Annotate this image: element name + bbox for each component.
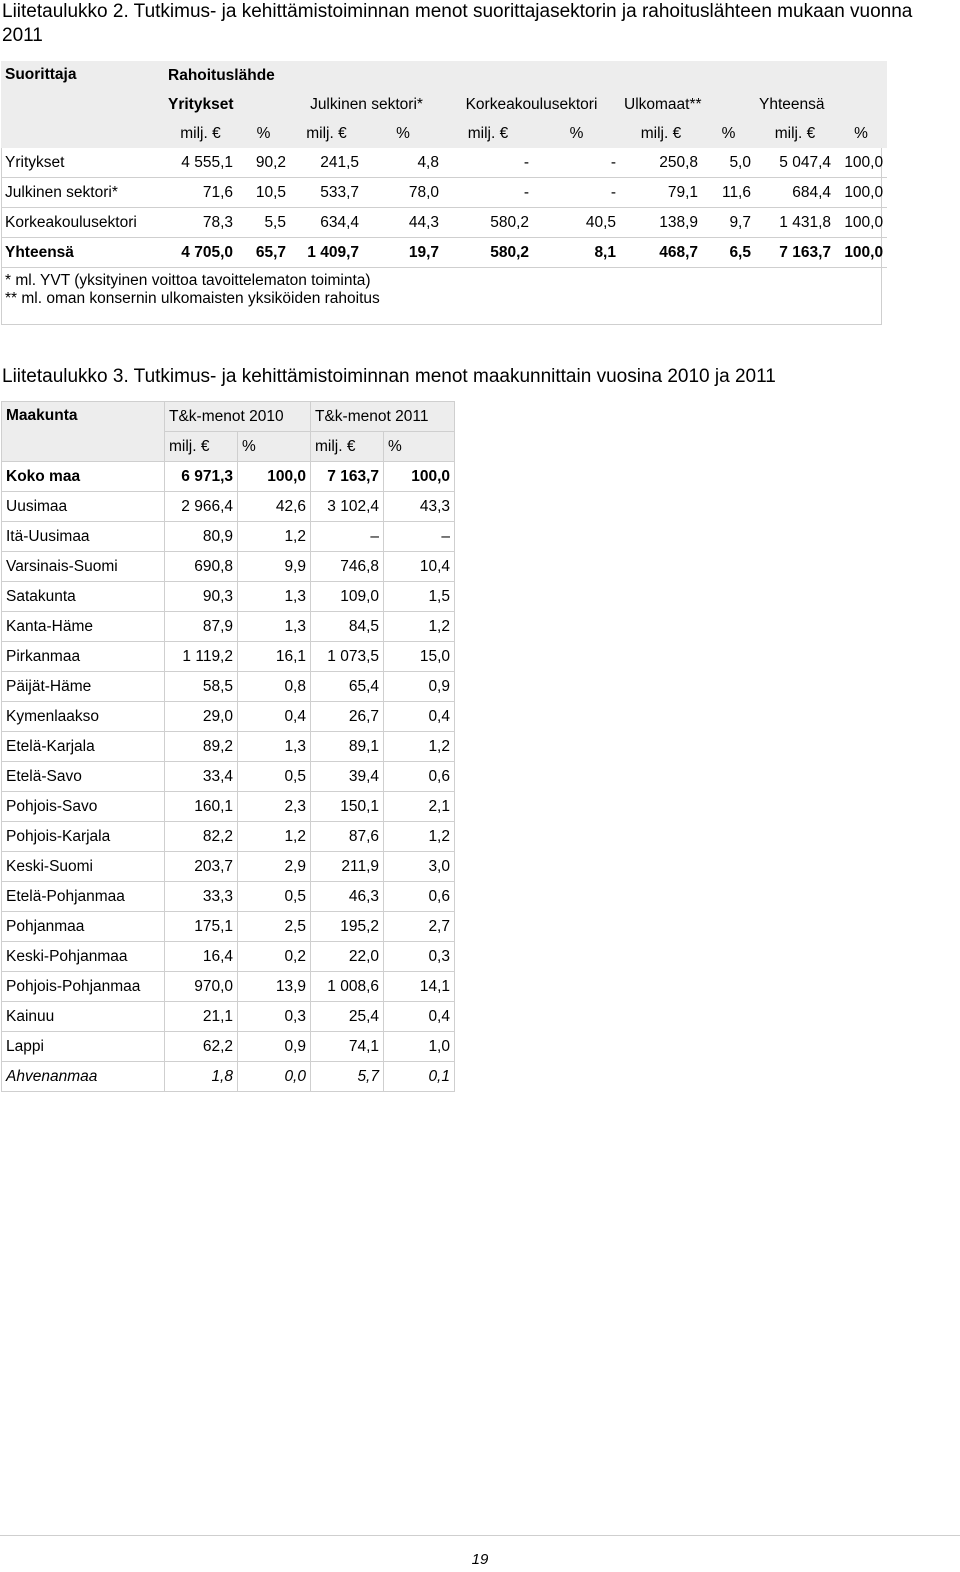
table2 (1, 61, 887, 308)
table-row (1, 208, 887, 238)
table-cell: 7 163,7 (311, 462, 384, 492)
row-label: Yhteensä (1, 238, 164, 268)
table3-title: Liitetaulukko 3. Tutkimus- ja kehittämistoiminnan menot maakunnittain vuosina 2010 ja 2011 (2, 366, 776, 387)
table-row (1, 148, 887, 178)
table-cell: 65,7 (237, 238, 290, 268)
table-cell: 1,3 (238, 582, 311, 612)
table-cell: 90,2 (237, 148, 290, 178)
table-cell: 250,8 (620, 148, 702, 178)
table-cell: 0,0 (238, 1062, 311, 1092)
unit-pct: % (237, 119, 290, 148)
table-cell: 0,3 (384, 942, 455, 972)
row-label: Kainuu (2, 1002, 165, 1032)
row-label: Kanta-Häme (2, 612, 165, 642)
row-label: Uusimaa (2, 492, 165, 522)
unit-pct: % (238, 432, 311, 462)
unit-meur: milj. € (290, 119, 363, 148)
unit-meur: milj. € (443, 119, 533, 148)
table-cell: 5,7 (311, 1062, 384, 1092)
table-cell: 46,3 (311, 882, 384, 912)
table-cell: 100,0 (835, 148, 887, 178)
table-cell: 87,9 (165, 612, 238, 642)
row-label: Ahvenanmaa (2, 1062, 165, 1092)
table-cell: – (384, 522, 455, 552)
table-cell: 1,0 (384, 1032, 455, 1062)
table-cell: 14,1 (384, 972, 455, 1002)
table-cell: 1,2 (238, 522, 311, 552)
table-cell: 1,2 (384, 612, 455, 642)
table-cell: 0,5 (238, 882, 311, 912)
row-label: Pohjois-Pohjanmaa (2, 972, 165, 1002)
table-cell: 1,3 (238, 612, 311, 642)
year-2011-header: T&k-menot 2011 (311, 402, 455, 432)
table-cell: 87,6 (311, 822, 384, 852)
table-row (2, 912, 455, 942)
unit-meur: milj. € (164, 119, 237, 148)
table-cell: 690,8 (165, 552, 238, 582)
table-cell: 2,3 (238, 792, 311, 822)
table-cell: 78,3 (164, 208, 237, 238)
table-row (2, 1002, 455, 1032)
table-cell: 0,9 (238, 1032, 311, 1062)
group-header-abroad: Ulkomaat** (620, 90, 755, 119)
table-cell: 1 008,6 (311, 972, 384, 1002)
table-cell: 10,4 (384, 552, 455, 582)
table-row (2, 1032, 455, 1062)
table-row (2, 582, 455, 612)
table-row (2, 852, 455, 882)
table-cell: 3,0 (384, 852, 455, 882)
table-cell: 1 073,5 (311, 642, 384, 672)
table-cell: 0,4 (384, 702, 455, 732)
table-cell: 22,0 (311, 942, 384, 972)
table-cell: 2,9 (238, 852, 311, 882)
table-cell: 4,8 (363, 148, 443, 178)
group-header-public-sector: Julkinen sektori* (290, 90, 443, 119)
row-label: Kymenlaakso (2, 702, 165, 732)
table-row (2, 672, 455, 702)
row-label: Yritykset (1, 148, 164, 178)
table-cell: 195,2 (311, 912, 384, 942)
table-cell: 241,5 (290, 148, 363, 178)
table-cell: 150,1 (311, 792, 384, 822)
table-cell: 1,2 (238, 822, 311, 852)
table-row (2, 492, 455, 522)
table-cell: 468,7 (620, 238, 702, 268)
table-cell: 4 705,0 (164, 238, 237, 268)
table-cell: 1,8 (165, 1062, 238, 1092)
unit-pct: % (835, 119, 887, 148)
table-row (2, 1062, 455, 1092)
table-cell: 89,1 (311, 732, 384, 762)
row-label: Pohjois-Karjala (2, 822, 165, 852)
table-cell: 9,7 (702, 208, 755, 238)
table-cell: 580,2 (443, 208, 533, 238)
table-cell: 11,6 (702, 178, 755, 208)
group-header-companies: Yritykset (164, 90, 290, 119)
table-cell: 746,8 (311, 552, 384, 582)
unit-pct: % (363, 119, 443, 148)
table-cell: 109,0 (311, 582, 384, 612)
footer-rule (0, 1535, 960, 1536)
table-cell: 10,5 (237, 178, 290, 208)
table-cell: 100,0 (835, 178, 887, 208)
unit-meur: milj. € (165, 432, 238, 462)
table2-title: Liitetaulukko 2. Tutkimus- ja kehittämistoiminnan menot suorittajasektorin ja rahoituslähteen mukaan vuonna 2011 (2, 1, 913, 46)
row-label: Varsinais-Suomi (2, 552, 165, 582)
table-cell: 1 409,7 (290, 238, 363, 268)
row-label: Keski-Pohjanmaa (2, 942, 165, 972)
table-cell: - (443, 178, 533, 208)
table-cell: 0,5 (238, 762, 311, 792)
table-row (2, 732, 455, 762)
table-cell: - (443, 148, 533, 178)
table-cell: 2,5 (238, 912, 311, 942)
table-cell: 82,2 (165, 822, 238, 852)
row-label: Etelä-Pohjanmaa (2, 882, 165, 912)
table-cell: 62,2 (165, 1032, 238, 1062)
table-cell: 0,1 (384, 1062, 455, 1092)
unit-pct: % (533, 119, 620, 148)
table-cell: 71,6 (164, 178, 237, 208)
table-cell: 78,0 (363, 178, 443, 208)
table-cell: 211,9 (311, 852, 384, 882)
table-row (2, 792, 455, 822)
table-cell: 533,7 (290, 178, 363, 208)
table2-footnote: * ml. YVT (yksityinen voittoa tavoittelematon toiminta) (5, 272, 371, 289)
table-cell: 0,3 (238, 1002, 311, 1032)
table-cell: - (533, 148, 620, 178)
table-cell: 44,3 (363, 208, 443, 238)
table-cell: 2,7 (384, 912, 455, 942)
row-label: Pirkanmaa (2, 642, 165, 672)
unit-meur: milj. € (311, 432, 384, 462)
table-cell: 8,1 (533, 238, 620, 268)
unit-meur: milj. € (620, 119, 702, 148)
row-label: Itä-Uusimaa (2, 522, 165, 552)
row-label: Päijät-Häme (2, 672, 165, 702)
table-cell: 5,5 (237, 208, 290, 238)
table-cell: 0,4 (238, 702, 311, 732)
table-cell: 90,3 (165, 582, 238, 612)
table-cell: 65,4 (311, 672, 384, 702)
table-cell: 6,5 (702, 238, 755, 268)
table-cell: 2 966,4 (165, 492, 238, 522)
table-cell: 160,1 (165, 792, 238, 822)
unit-pct: % (702, 119, 755, 148)
unit-meur: milj. € (755, 119, 835, 148)
table-cell: 0,2 (238, 942, 311, 972)
table-row (1, 238, 887, 268)
table-row (2, 552, 455, 582)
table-cell: 100,0 (835, 238, 887, 268)
table-cell: 1 119,2 (165, 642, 238, 672)
row-label: Etelä-Savo (2, 762, 165, 792)
table-row (1, 178, 887, 208)
table-cell: 7 163,7 (755, 238, 835, 268)
table-cell: 3 102,4 (311, 492, 384, 522)
table-row (2, 972, 455, 1002)
table-cell: 0,6 (384, 882, 455, 912)
funding-source-header: Rahoituslähde (164, 61, 887, 90)
row-label: Keski-Suomi (2, 852, 165, 882)
row-label: Pohjois-Savo (2, 792, 165, 822)
table-cell: 43,3 (384, 492, 455, 522)
row-label: Pohjanmaa (2, 912, 165, 942)
table-cell: 74,1 (311, 1032, 384, 1062)
performer-header: Suorittaja (1, 61, 164, 148)
table-cell: 39,4 (311, 762, 384, 792)
table-cell: 16,4 (165, 942, 238, 972)
table-cell: 21,1 (165, 1002, 238, 1032)
table-row (2, 522, 455, 552)
row-label: Koko maa (2, 462, 165, 492)
table-row (2, 642, 455, 672)
table-cell: 5 047,4 (755, 148, 835, 178)
table-cell: 100,0 (238, 462, 311, 492)
table-cell: 100,0 (384, 462, 455, 492)
table-cell: 1 431,8 (755, 208, 835, 238)
table-cell: 1,3 (238, 732, 311, 762)
table-cell: 89,2 (165, 732, 238, 762)
table-cell: 1,2 (384, 822, 455, 852)
table-row (2, 462, 455, 492)
table-cell: - (533, 178, 620, 208)
table-cell: 79,1 (620, 178, 702, 208)
table-row (2, 822, 455, 852)
table-cell: 33,4 (165, 762, 238, 792)
group-header-higher-education: Korkeakoulusektori (443, 90, 620, 119)
table-cell: 0,8 (238, 672, 311, 702)
table-cell: 40,5 (533, 208, 620, 238)
table-cell: 42,6 (238, 492, 311, 522)
table-cell: 9,9 (238, 552, 311, 582)
table-row (2, 762, 455, 792)
table3 (1, 401, 455, 1092)
table-row (2, 612, 455, 642)
table-cell: – (311, 522, 384, 552)
table-cell: 100,0 (835, 208, 887, 238)
table-row (2, 882, 455, 912)
table-cell: 684,4 (755, 178, 835, 208)
table-cell: 19,7 (363, 238, 443, 268)
table-row (2, 942, 455, 972)
row-label: Etelä-Karjala (2, 732, 165, 762)
table-cell: 15,0 (384, 642, 455, 672)
table-cell: 580,2 (443, 238, 533, 268)
table-cell: 1,2 (384, 732, 455, 762)
table-cell: 0,4 (384, 1002, 455, 1032)
table-cell: 25,4 (311, 1002, 384, 1032)
table-cell: 29,0 (165, 702, 238, 732)
table-cell: 58,5 (165, 672, 238, 702)
table-cell: 203,7 (165, 852, 238, 882)
row-label: Korkeakoulusektori (1, 208, 164, 238)
table-cell: 4 555,1 (164, 148, 237, 178)
table-cell: 138,9 (620, 208, 702, 238)
table-cell: 26,7 (311, 702, 384, 732)
table-cell: 6 971,3 (165, 462, 238, 492)
table-cell: 80,9 (165, 522, 238, 552)
row-label: Lappi (2, 1032, 165, 1062)
table-cell: 16,1 (238, 642, 311, 672)
table-cell: 0,9 (384, 672, 455, 702)
table-cell: 634,4 (290, 208, 363, 238)
table-cell: 0,6 (384, 762, 455, 792)
row-label: Satakunta (2, 582, 165, 612)
year-2010-header: T&k-menot 2010 (165, 402, 311, 432)
table-cell: 33,3 (165, 882, 238, 912)
table-cell: 175,1 (165, 912, 238, 942)
table-cell: 13,9 (238, 972, 311, 1002)
unit-pct: % (384, 432, 455, 462)
table-cell: 970,0 (165, 972, 238, 1002)
region-header: Maakunta (2, 402, 165, 462)
table-row (2, 702, 455, 732)
table-cell: 5,0 (702, 148, 755, 178)
table2-footnote: ** ml. oman konsernin ulkomaisten yksiköiden rahoitus (5, 290, 380, 307)
group-header-total: Yhteensä (755, 90, 887, 119)
row-label: Julkinen sektori* (1, 178, 164, 208)
page-number: 19 (471, 1551, 489, 1568)
table-cell: 2,1 (384, 792, 455, 822)
table-cell: 84,5 (311, 612, 384, 642)
table-cell: 1,5 (384, 582, 455, 612)
